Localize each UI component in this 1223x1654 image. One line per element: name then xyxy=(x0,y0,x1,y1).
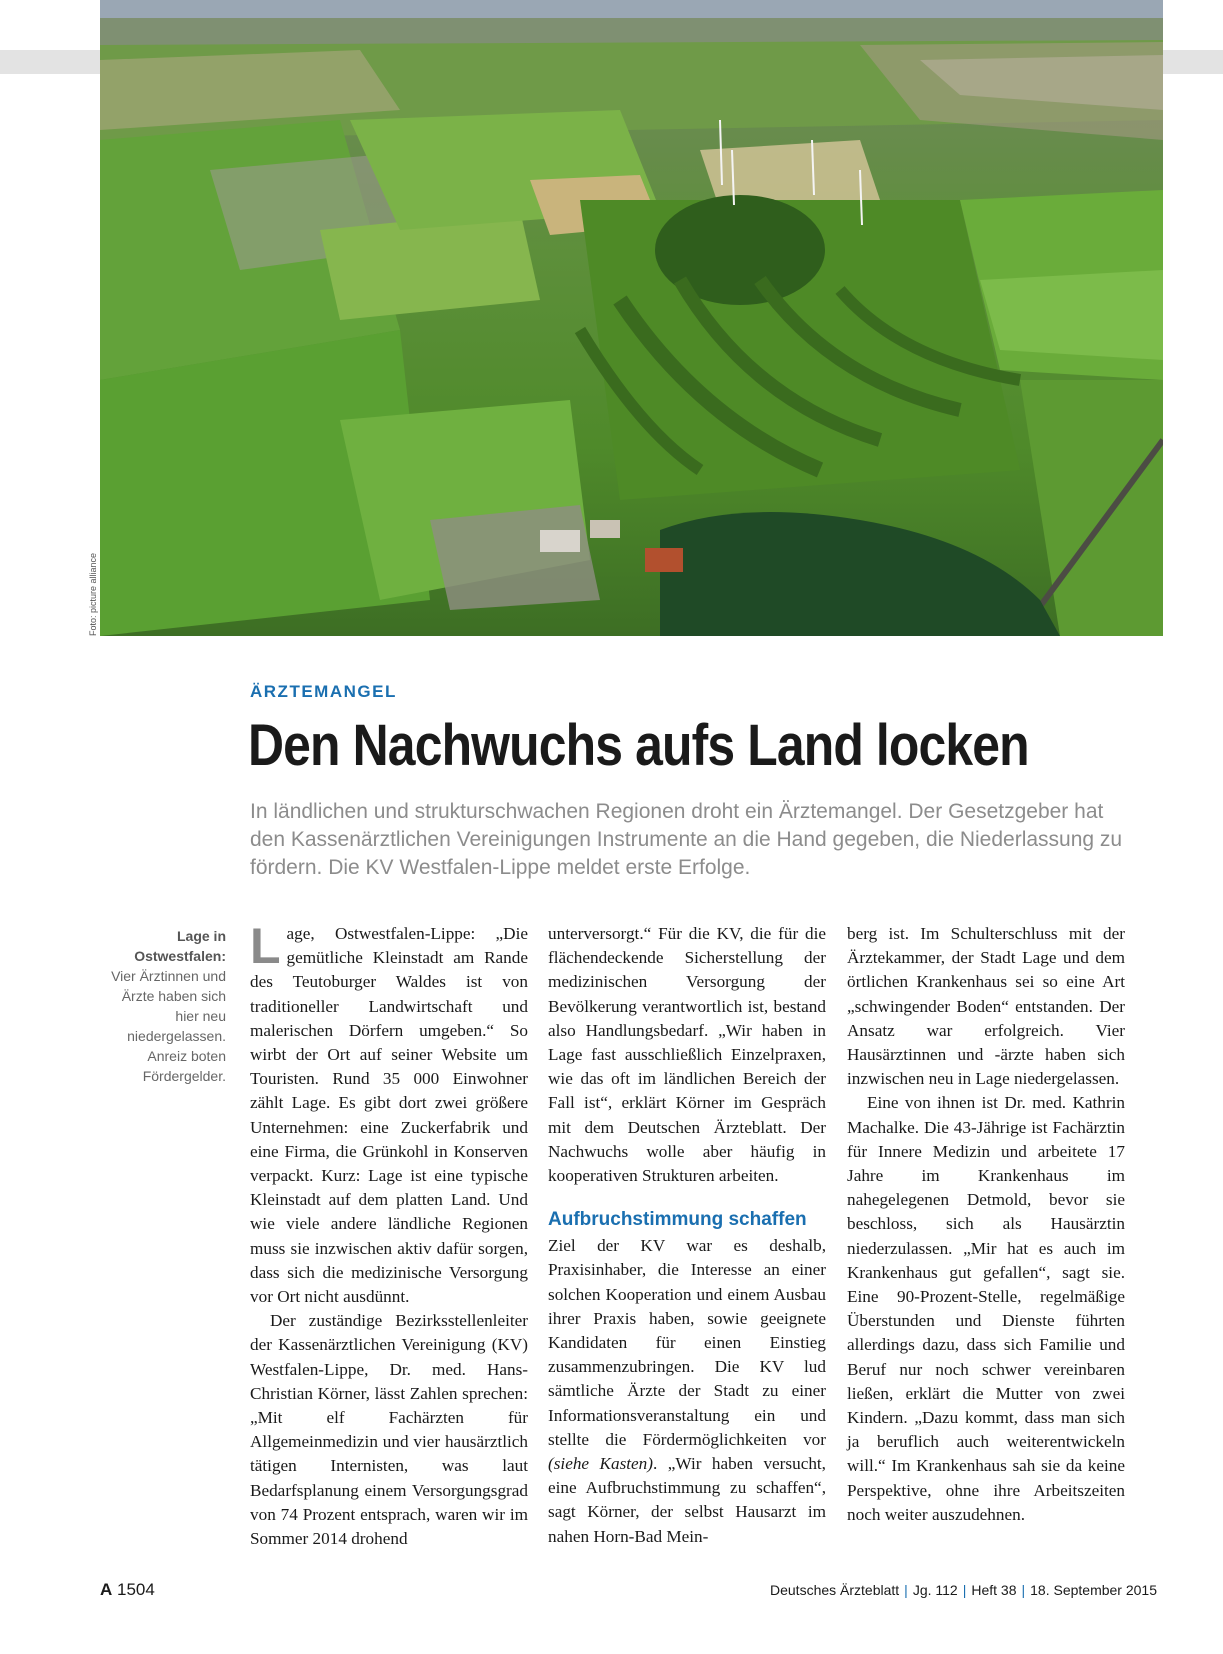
body-paragraph-6: Eine von ihnen ist Dr. med. Kathrin Machalke. Die 43-Jährige ist Fachärztin für Innere Medizin und arbeitete 17 Jahre im Krankenhaus im nahegelegenen Detmold, bevor sie beschloss, sich als Hausärztin niederzulassen. „Mir hat es auch im Krankenhaus gut gefallen“, sagt sie. Eine 90-Prozent-Stelle, regelmäßige Überstunden und Dienste führten allerdings dazu, dass sich Familie und Beruf nur noch schwer vereinbaren ließen, erklärt die Mutter von zwei Kindern. „Dazu kommt, dass man sich ja beruflich auch weiterentwickeln will.“ Im Krankenhaus sah sie da keine Perspektive, ohne ihre Arbeitszeiten noch weiter auszudehnen. xyxy=(847,1093,1125,1524)
caption-text: Vier Ärztinnen und Ärzte haben sich hier neu niedergelassen. Anreiz boten Fördergelder. xyxy=(111,968,226,1084)
article-kicker: ÄRZTEMANGEL xyxy=(250,682,397,701)
footer-separator: | xyxy=(962,1582,967,1598)
article-headline: Den Nachwuchs aufs Land locken xyxy=(248,713,1029,778)
body-paragraph-2: Der zuständige Bezirksstellenleiter der Kassenärztlichen Vereinigung (KV) Westfalen-Lippe, Dr. med. Hans-Christian Körner, lässt Zahlen sprechen: „Mit elf Fachärzten für Allgemeinmedizin und vier hausärztlich tätigen Internisten, was laut Bedarfsplanung einem Versorgungsgrad von 74 Prozent entsprach, waren wir im Sommer 2014 drohend xyxy=(250,1311,528,1549)
body-paragraph-5: berg ist. Im Schulterschluss mit der Ärztekammer, der Stadt Lage und dem örtlichen Krankenhaus sei so eine Art „schwingender Boden“ entstanden. Der Ansatz war erfolgreich. Vier Hausärztinnen und -ärzte haben sich inzwischen neu in Lage niedergelassen. xyxy=(847,924,1125,1089)
body-paragraph-4a: Ziel der KV war es deshalb, Praxisinhaber, die Interesse an einer solchen Kooperation und einem Ausbau ihrer Praxis haben, sowie geeignete Kandidaten für einen Einstieg zusammenzubringen. Die KV lud sämtliche Ärzte der Stadt zu einer Informationsveranstaltung ein und stellte die Fördermöglichkeiten vor xyxy=(548,1236,826,1449)
journal-footer xyxy=(770,1582,1157,1598)
box-reference: (siehe Kasten) xyxy=(548,1454,653,1474)
photo-credit: Foto: picture alliance xyxy=(88,552,98,636)
dropcap-letter: L xyxy=(250,918,281,974)
page-number xyxy=(100,1580,155,1600)
footer-separator: | xyxy=(904,1582,908,1598)
body-column-1 xyxy=(250,918,528,1551)
journal-volume: Jg. 112 xyxy=(912,1582,958,1598)
page-number-value: 1504 xyxy=(117,1580,155,1599)
body-paragraph-3: unterversorgt.“ Für die KV, die für die flächendeckende Sicherstellung der medizinischen Versorgung der Bevölkerung verantwortlich ist, bestand also Handlungsbedarf. „Wir haben in Lage fast ausschließlich Einzelpraxen, wie das oft im ländlichen Bereich der Fall ist“, erklärt Körner im Gespräch mit dem Deutschen Ärzteblatt. Der Nachwuchs wolle aber häufig in kooperativen Strukturen arbeiten. xyxy=(548,924,826,1186)
journal-name: Deutsches Ärzteblatt xyxy=(770,1582,900,1598)
header-band-left xyxy=(0,50,100,74)
header-band-right xyxy=(1163,50,1223,74)
image-caption xyxy=(96,926,226,1086)
section-subhead: Aufbruchstimmung schaffen xyxy=(548,1209,807,1231)
body-column-3 xyxy=(847,922,1125,1527)
journal-issue: Heft 38 xyxy=(971,1582,1017,1598)
journal-date: 18. September 2015 xyxy=(1030,1582,1157,1598)
footer-separator: | xyxy=(1021,1582,1026,1598)
body-paragraph-1: age, Ostwestfalen-Lippe: „Die gemütliche Kleinstadt am Rande des Teutoburger Waldes ist von traditioneller Landwirtschaft und malerischen Dörfern umgeben.“ So wirbt der Ort auf seiner Website um Touristen. Rund 35 000 Einwohner zählt Lage. Es gibt dort zwei größere Unternehmen: eine Zuckerfabrik und eine Firma, die Grünkohl in Konserven verpackt. Kurz: Lage ist eine typische Kleinstadt auf dem platten Land. Und wie viele andere ländliche Regionen muss sie inzwischen aktiv dafür sorgen, dass sich die medizinische Versorgung vor Ort nicht ausdünnt. xyxy=(250,924,528,1307)
article-lead: In ländlichen und strukturschwachen Regionen droht ein Ärztemangel. Der Gesetzgeber hat den Kassenärztlichen Vereinigungen Instrumente an die Hand gegeben, die Niederlassung zu fördern. Die KV Westfalen-Lippe meldet erste Erfolge. xyxy=(250,800,1123,879)
body-paragraph-4b: . „Wir haben versucht, eine Aufbruchstimmung zu schaffen“, sagt Körner, der selbst Hausarzt im nahen Horn-Bad Mein- xyxy=(548,1454,826,1546)
page-prefix: A xyxy=(100,1580,113,1599)
body-paragraph-4 xyxy=(548,1234,826,1549)
aerial-landscape-image xyxy=(100,0,1163,636)
body-column-2 xyxy=(548,922,826,1549)
caption-title: Lage in Ostwestfalen: xyxy=(134,928,226,964)
